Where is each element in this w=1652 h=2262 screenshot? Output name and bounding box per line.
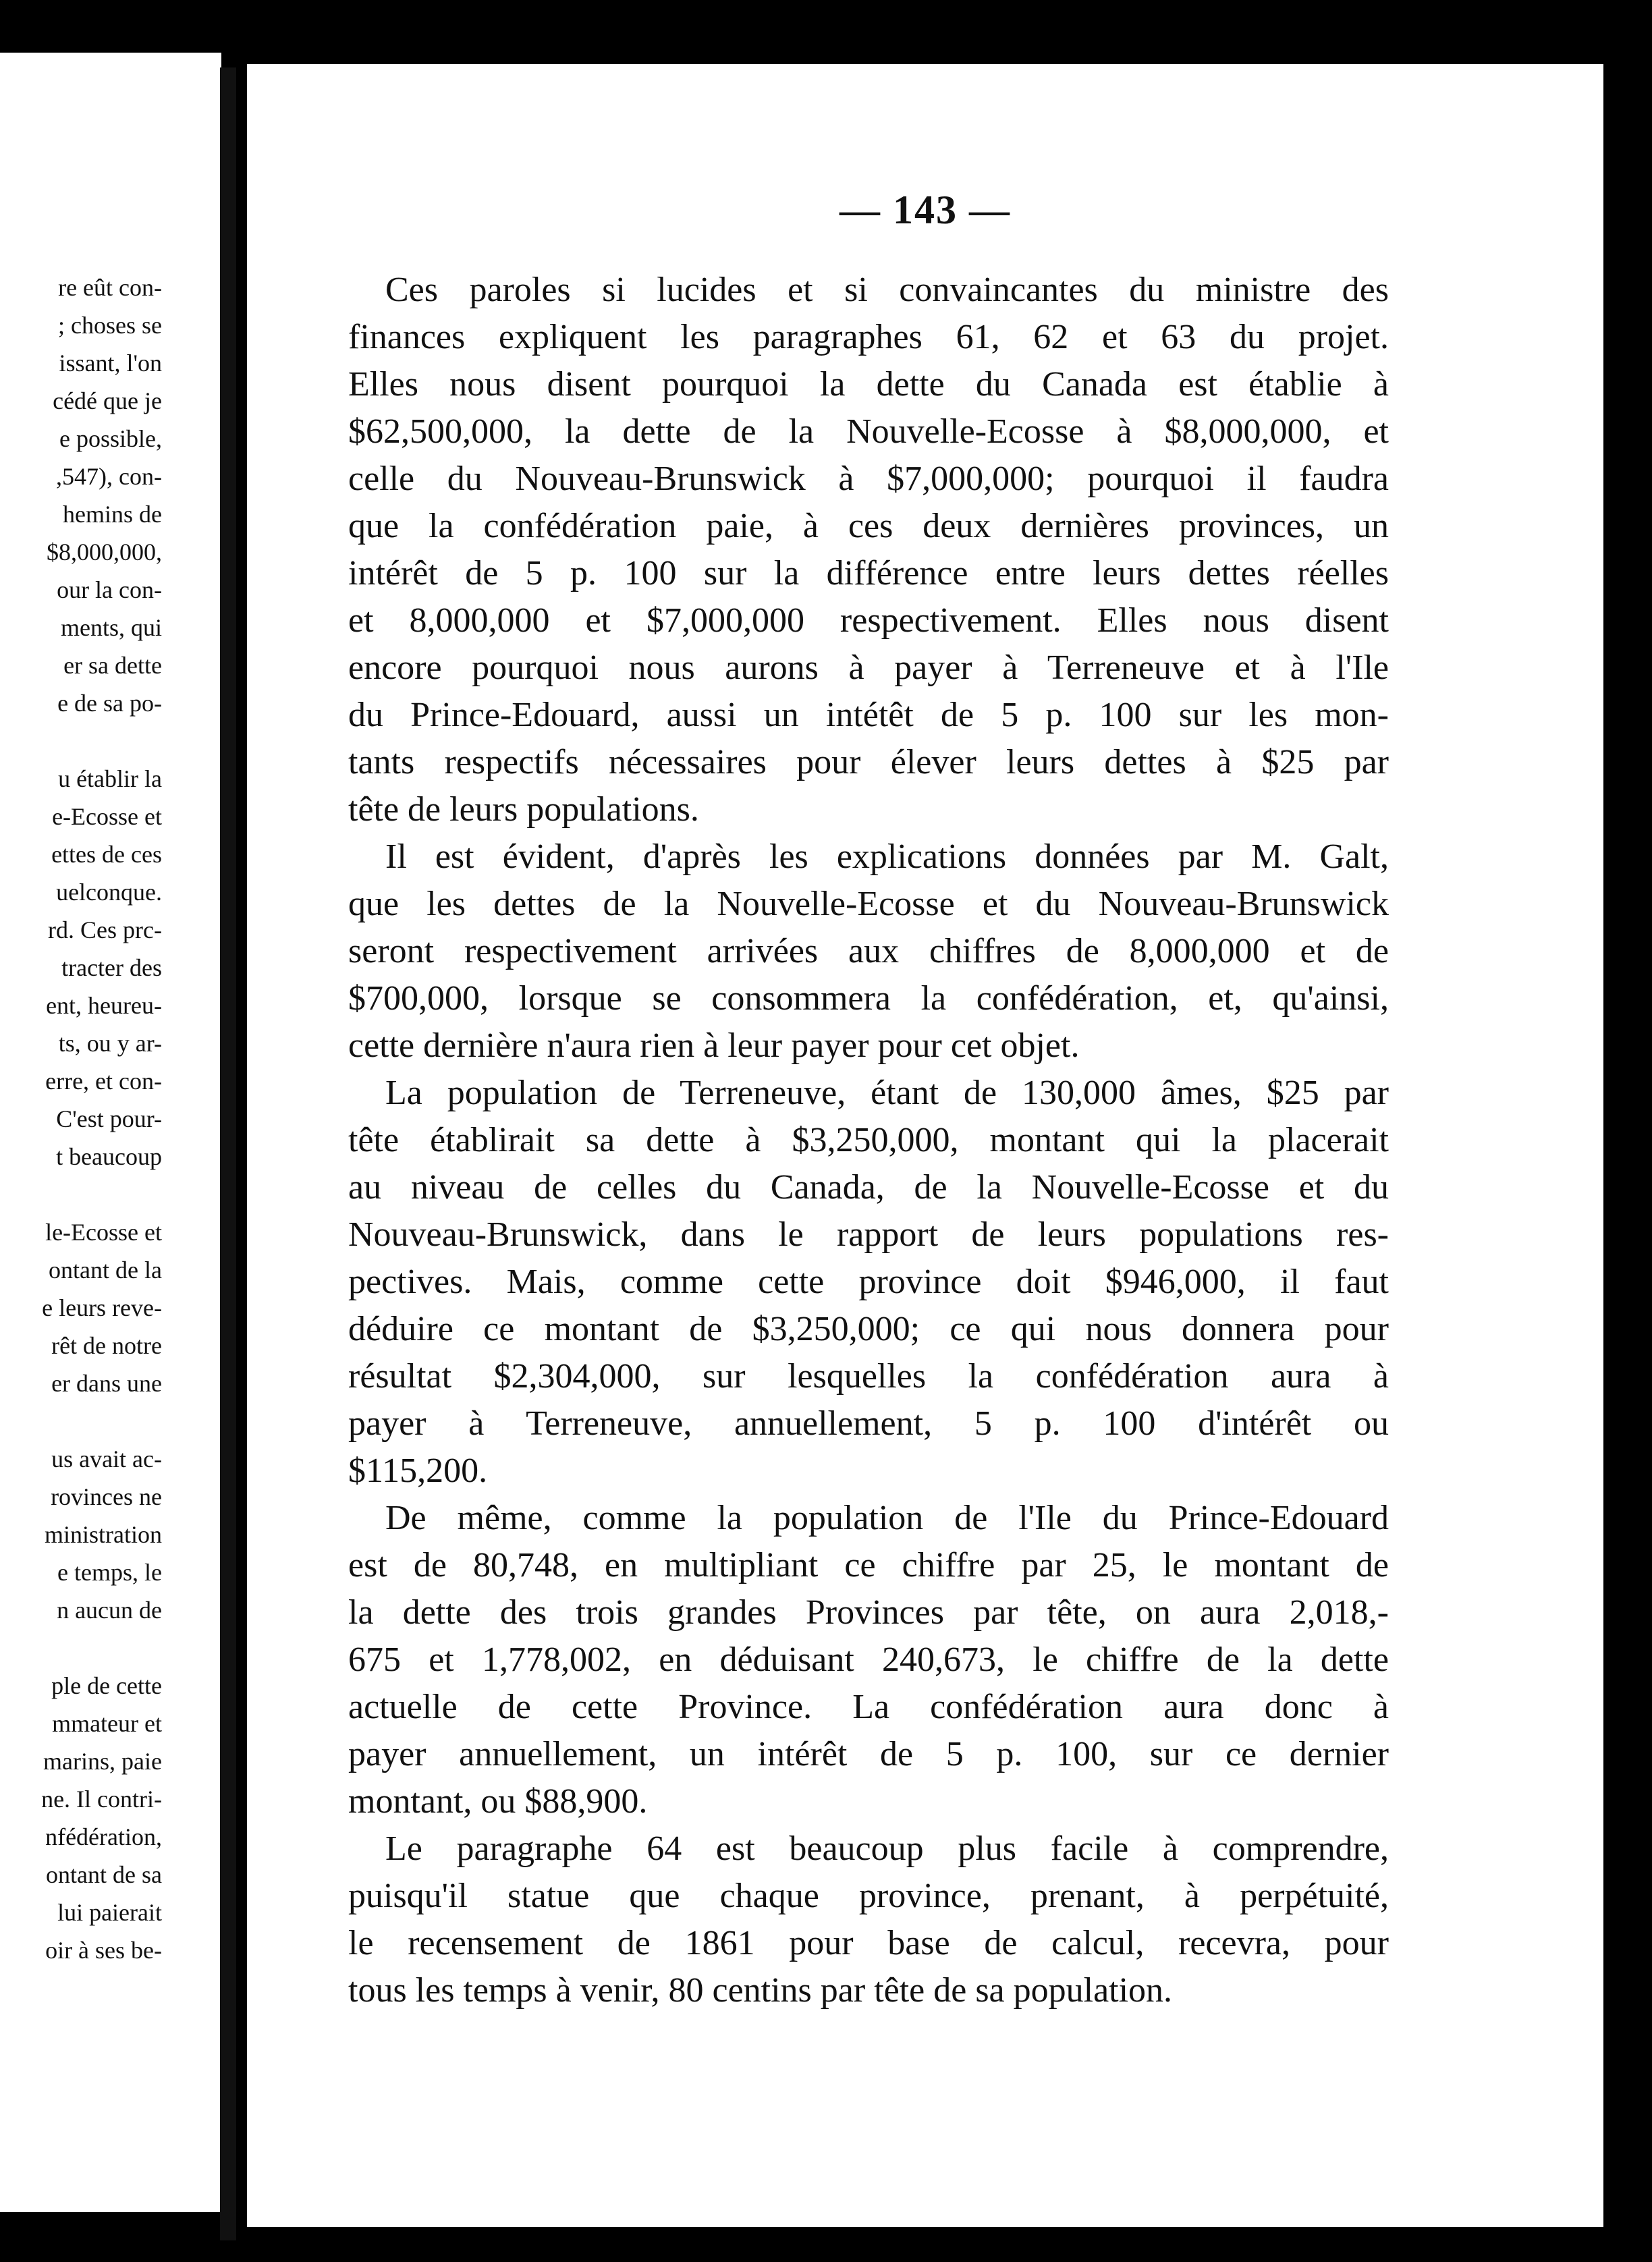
- left-page: [0, 53, 221, 2212]
- left-page-line: er dans une: [51, 1370, 162, 1397]
- text-line: tants respectifs nécessaires pour élever leurs dettes à $25 par: [348, 743, 1389, 781]
- text-line: est de 80,748, en multipliant ce chiffre par 25, le montant de: [348, 1546, 1389, 1584]
- left-page-line: e possible,: [59, 425, 162, 452]
- left-page-line: re eût con-: [58, 274, 162, 301]
- left-page-line: ts, ou y ar-: [58, 1030, 162, 1057]
- text-line: actuelle de cette Province. La confédération aura donc à: [348, 1688, 1389, 1726]
- left-page-line: issant, l'on: [59, 350, 162, 377]
- text-line: la dette des trois grandes Provinces par tête, on aura 2,018,-: [348, 1593, 1389, 1632]
- left-page-line: ent, heureu-: [46, 992, 162, 1019]
- text-line: $700,000, lorsque se consommera la confédération, et, qu'ainsi,: [348, 979, 1389, 1018]
- left-page-line: C'est pour-: [56, 1105, 162, 1132]
- text-line: résultat $2,304,000, sur lesquelles la confédération aura à: [348, 1357, 1389, 1396]
- left-page-line: ,547), con-: [56, 463, 162, 490]
- text-line: intérêt de 5 p. 100 sur la différence entre leurs dettes réelles: [348, 554, 1389, 592]
- page-number: — 143 —: [839, 188, 1011, 232]
- text-line: $62,500,000, la dette de la Nouvelle-Ecosse à $8,000,000, et: [348, 412, 1389, 451]
- text-line: le recensement de 1861 pour base de calcul, recevra, pour: [348, 1924, 1389, 1962]
- paragraph: [348, 1495, 1389, 1825]
- left-page-line: ministration: [45, 1521, 162, 1548]
- text-line: encore pourquoi nous aurons à payer à Terreneuve et à l'Ile: [348, 649, 1389, 687]
- text-line: Elles nous disent pourquoi la dette du Canada est établie à: [348, 365, 1389, 404]
- text-line: que les dettes de la Nouvelle-Ecosse et du Nouveau-Brunswick: [348, 885, 1389, 923]
- left-page-line: erre, et con-: [45, 1068, 162, 1095]
- left-page-line: ments, qui: [61, 614, 162, 641]
- left-page-line: er sa dette: [63, 652, 162, 679]
- left-page-line: ; choses se: [58, 312, 162, 339]
- text-line: déduire ce montant de $3,250,000; ce qui nous donnera pour: [348, 1310, 1389, 1348]
- left-page-line: rd. Ces prc-: [48, 916, 162, 943]
- left-page-line: e leurs reve-: [42, 1294, 162, 1321]
- text-line: seront respectivement arrivées aux chiffres de 8,000,000 et de: [348, 932, 1389, 970]
- text-line: La population de Terreneuve, étant de 130,000 âmes, $25 par: [385, 1074, 1389, 1112]
- text-line: puisqu'il statue que chaque province, prenant, à perpétuité,: [348, 1877, 1389, 1915]
- left-page-line: $8,000,000,: [47, 539, 162, 566]
- text-line: du Prince-Edouard, aussi un intétêt de 5 p. 100 sur les mon-: [348, 696, 1389, 734]
- left-page-line: rêt de notre: [51, 1332, 162, 1359]
- text-line: cette dernière n'aura rien à leur payer pour cet objet.: [348, 1026, 1080, 1065]
- text-line: Nouveau-Brunswick, dans le rapport de leurs populations res-: [348, 1215, 1389, 1254]
- left-page-line: e temps, le: [57, 1559, 162, 1586]
- text-line: que la confédération paie, à ces deux dernières provinces, un: [348, 507, 1389, 545]
- text-line: pectives. Mais, comme cette province doit $946,000, il faut: [348, 1263, 1389, 1301]
- left-page-line: hemins de: [63, 501, 162, 528]
- text-line: payer annuellement, un intérêt de 5 p. 100, sur ce dernier: [348, 1735, 1389, 1773]
- text-line: payer à Terreneuve, annuellement, 5 p. 100 d'intérêt ou: [348, 1404, 1389, 1443]
- text-line: tous les temps à venir, 80 centins par tête de sa population.: [348, 1971, 1173, 2010]
- text-line: montant, ou $88,900.: [348, 1782, 648, 1821]
- left-page-line: t beaucoup: [56, 1143, 162, 1170]
- text-line: finances expliquent les paragraphes 61, 62 et 63 du projet.: [348, 318, 1389, 356]
- text-line: tête établirait sa dette à $3,250,000, montant qui la placerait: [348, 1121, 1389, 1159]
- left-page-line: le-Ecosse et: [45, 1219, 162, 1246]
- left-page-line: ettes de ces: [51, 841, 162, 868]
- paragraph: [348, 1070, 1389, 1495]
- left-page-line: ple de cette: [51, 1672, 162, 1699]
- text-line: Il est évident, d'après les explications données par M. Galt,: [385, 837, 1389, 876]
- left-page-line: rovinces ne: [51, 1483, 162, 1510]
- text-line: $115,200.: [348, 1452, 488, 1490]
- left-page-line: our la con-: [57, 576, 162, 603]
- left-page-line: ne. Il contri-: [41, 1786, 162, 1813]
- left-page-line: cédé que je: [53, 387, 162, 414]
- paragraph: [348, 833, 1389, 1070]
- text-line: De même, comme la population de l'Ile du Prince-Edouard: [385, 1499, 1389, 1537]
- left-page-line: mmateur et: [52, 1710, 162, 1737]
- left-page-line: nfédération,: [45, 1823, 162, 1850]
- paragraph: [348, 1825, 1389, 2014]
- left-page-line: lui paierait: [57, 1899, 162, 1926]
- paragraph: [348, 267, 1389, 833]
- text-line: 675 et 1,778,002, en déduisant 240,673, le chiffre de la dette: [348, 1640, 1389, 1679]
- text-line: Ces paroles si lucides et si convaincantes du ministre des: [385, 271, 1389, 309]
- text-line: Le paragraphe 64 est beaucoup plus facile à comprendre,: [385, 1829, 1389, 1868]
- left-page-line: oir à ses be-: [45, 1937, 162, 1964]
- book-binding: [220, 67, 236, 2240]
- left-page-line: marins, paie: [43, 1748, 162, 1775]
- left-page-line: n aucun de: [57, 1597, 162, 1624]
- left-page-line: ontant de la: [49, 1257, 162, 1284]
- text-line: tête de leurs populations.: [348, 790, 699, 829]
- left-page-line: e de sa po-: [57, 690, 162, 717]
- left-page-line: uelconque.: [56, 879, 162, 906]
- left-page-line: e-Ecosse et: [52, 803, 162, 830]
- left-page-line: us avait ac-: [51, 1445, 162, 1472]
- main-page: [247, 64, 1603, 2227]
- left-page-line: u établir la: [58, 765, 162, 792]
- text-line: au niveau de celles du Canada, de la Nouvelle-Ecosse et du: [348, 1168, 1389, 1207]
- body-text: [348, 267, 1389, 2014]
- left-page-line: ontant de sa: [46, 1861, 162, 1888]
- text-line: et 8,000,000 et $7,000,000 respectivement. Elles nous disent: [348, 601, 1389, 640]
- left-page-line: tracter des: [61, 954, 162, 981]
- text-line: celle du Nouveau-Brunswick à $7,000,000; pourquoi il faudra: [348, 460, 1389, 498]
